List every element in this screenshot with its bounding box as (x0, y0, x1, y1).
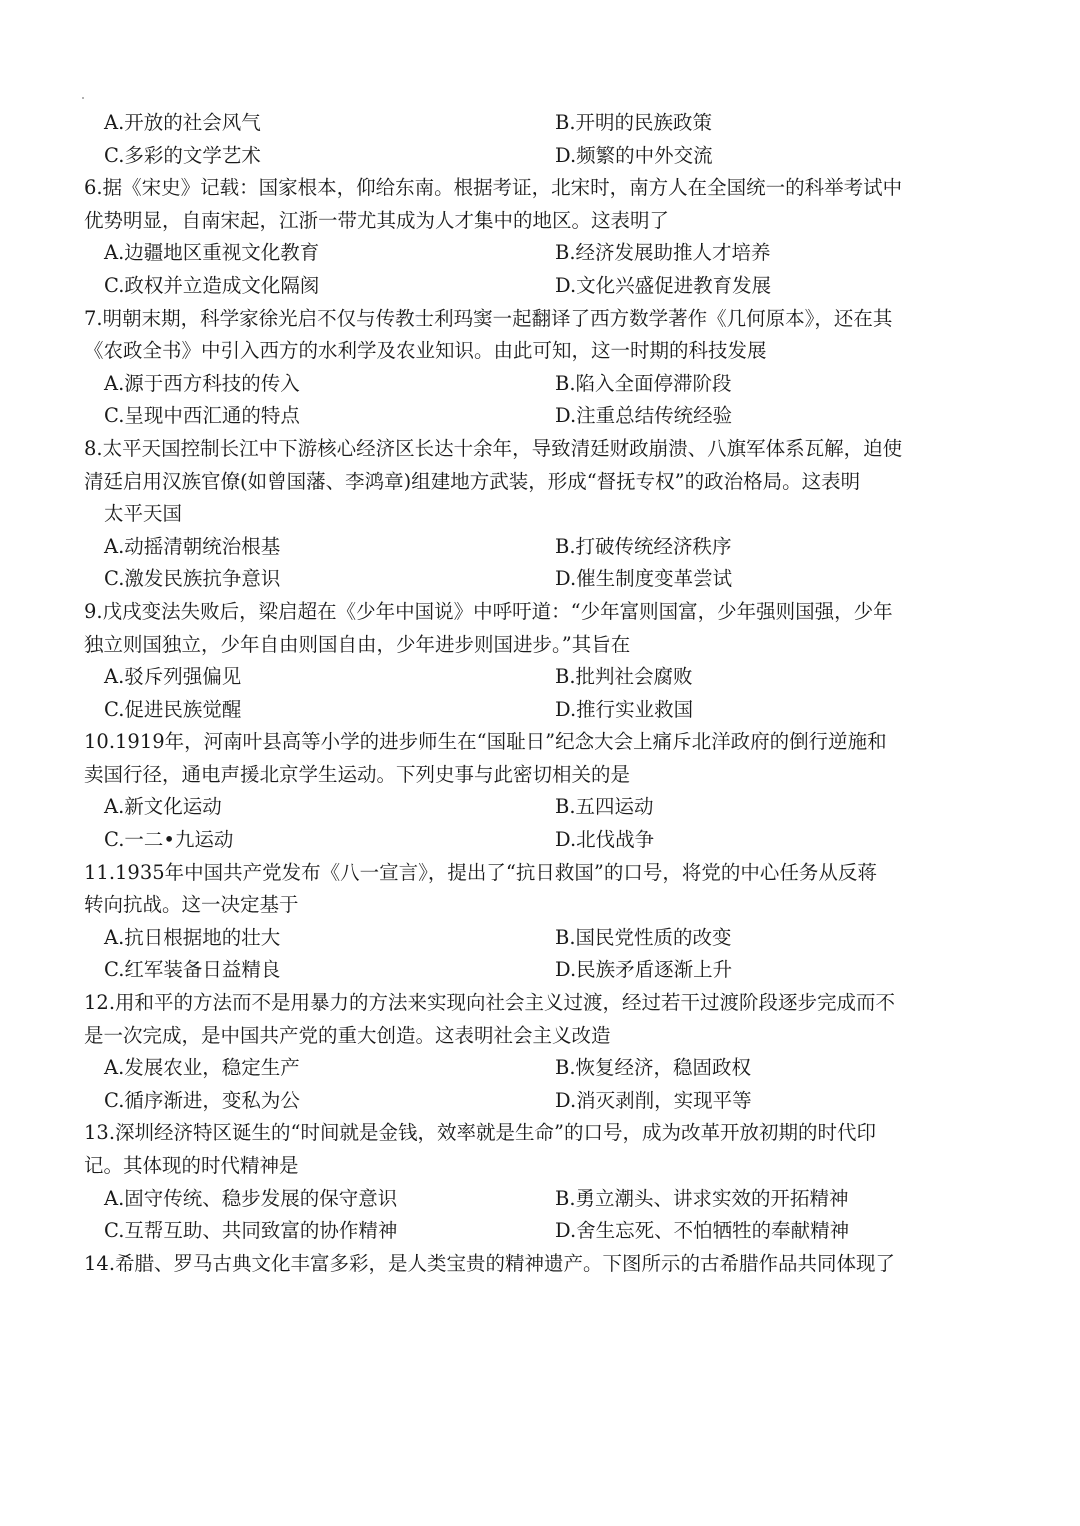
q6-option-a: A.边疆地区重视文化教育 (104, 241, 320, 265)
q8-option-a: A.动摇清朝统治根基 (104, 534, 281, 558)
q11-option-d: D.民族矛盾逐渐上升 (555, 958, 733, 982)
q9-option-c: C.促进民族觉醒 (104, 697, 242, 721)
q5-option-d: D.频繁的中外交流 (555, 143, 713, 167)
q14-stem-line-1: 14.希腊、罗马古典文化丰富多彩，是人类宝贵的精神遗产。下图所示的古希腊作品共同体现了 (84, 1251, 896, 1275)
q8-options-row-2 (84, 563, 1004, 596)
q10-option-d: D.北伐战争 (555, 828, 655, 852)
q5-option-a: A.开放的社会风气 (104, 111, 261, 134)
q11-stem-line-1: 11.1935年中国共产党发布《八一宣言》，提出了“抗日救国”的口号，将党的中心任务从反蒋 (84, 860, 877, 884)
q6-options-row-2 (84, 270, 1004, 303)
q7-stem-line-2: 《农政全书》中引入西方的水利学及农业知识。由此可知，这一时期的科技发展 (84, 339, 767, 363)
q8-stem-line-1: 8.太平天国控制长江中下游核心经济区长达十余年，导致清廷财政崩溃、八旗军体系瓦解，迫使 (84, 436, 903, 460)
question-list (84, 107, 1004, 1280)
q7-option-d: D.注重总结传统经验 (555, 404, 733, 428)
q10-options-row-1 (84, 791, 1004, 824)
q8-option-c: C.激发民族抗争意识 (104, 567, 281, 591)
q11-stem-line-2: 转向抗战。这一决定基于 (84, 893, 299, 917)
q6-option-c: C.政权并立造成文化隔阂 (104, 273, 320, 297)
q5-option-b: B.开明的民族政策 (555, 111, 713, 134)
q7-stem-line-1: 7.明朝末期，科学家徐光启不仅与传教士利玛窦一起翻译了西方数学著作《几何原本》，还在其 (84, 306, 893, 330)
q6-options-row-1 (84, 237, 1004, 270)
q7-options-row-2 (84, 400, 1004, 433)
q12-option-c: C.循序渐进，变私为公 (104, 1088, 300, 1112)
q13-option-d: D.舍生忘死、不怕牺牲的奉献精神 (555, 1219, 850, 1243)
q12-option-b: B.恢复经济，稳固政权 (555, 1056, 752, 1080)
q12-option-d: D.消灭剥削，实现平等 (555, 1088, 752, 1112)
q9-option-b: B.批判社会腐败 (555, 665, 693, 689)
q11-option-c: C.红军装备日益精良 (104, 958, 281, 982)
q13-option-a: A.固守传统、稳步发展的保守意识 (104, 1186, 398, 1210)
q8-option-b: B.打破传统经济秩序 (555, 534, 732, 558)
q13-options-row-1 (84, 1183, 1004, 1216)
q7-option-b: B.陷入全面停滞阶段 (555, 371, 732, 395)
q13-stem-line-2: 记。其体现的时代精神是 (84, 1154, 299, 1177)
q9-option-d: D.推行实业救国 (555, 697, 694, 721)
q9-options-row-2 (84, 694, 1004, 727)
q6-stem-line-1: 6.据《宋史》记载：国家根本，仰给东南。根据考证，北宋时，南方人在全国统一的科举考试中 (84, 176, 903, 200)
q8-stem-line-3: 太平天国 (104, 502, 183, 526)
q11-options-row-2 (84, 954, 1004, 987)
q10-stem-line-1: 10.1919年，河南叶县高等小学的进步师生在“国耻日”纪念大会上痛斥北洋政府的倒行逆施和 (84, 730, 887, 754)
q5-options-row-1 (84, 107, 1004, 140)
q5-options-row-2 (84, 140, 1004, 173)
q10-option-c: C.一二•九运动 (104, 828, 234, 852)
q13-option-b: B.勇立潮头、讲求实效的开拓精神 (555, 1186, 849, 1210)
q10-options-row-2 (84, 824, 1004, 857)
q13-option-c: C.互帮互助、共同致富的协作精神 (104, 1219, 398, 1243)
q9-stem-line-1: 9.戊戌变法失败后，梁启超在《少年中国说》中呼吁道：“少年富则国富，少年强则国强，少年 (84, 599, 893, 623)
q11-option-b: B.国民党性质的改变 (555, 925, 732, 949)
q12-stem-line-2: 是一次完成，是中国共产党的重大创造。这表明社会主义改造 (84, 1023, 611, 1047)
q6-option-d: D.文化兴盛促进教育发展 (555, 273, 772, 297)
q6-option-b: B.经济发展助推人才培养 (555, 241, 771, 265)
q12-options-row-2 (84, 1085, 1004, 1118)
q13-stem-line-1: 13.深圳经济特区诞生的“时间就是金钱，效率就是生命”的口号，成为改革开放初期的时代印 (84, 1121, 876, 1145)
q7-option-c: C.呈现中西汇通的特点 (104, 404, 300, 428)
q8-option-d: D.催生制度变革尝试 (555, 567, 733, 591)
q9-stem-line-2: 独立则国独立，少年自由则国自由，少年进步则国进步。”其旨在 (84, 632, 631, 656)
q9-options-row-1 (84, 661, 1004, 694)
q6-stem-line-2: 优势明显，自南宋起，江浙一带尤其成为人才集中的地区。这表明了 (84, 208, 670, 232)
q11-option-a: A.抗日根据地的壮大 (104, 925, 281, 949)
q13-options-row-2 (84, 1215, 1004, 1248)
q10-option-a: A.新文化运动 (104, 795, 222, 819)
q12-options-row-1 (84, 1052, 1004, 1085)
scan-dot (82, 97, 84, 99)
q11-options-row-1 (84, 922, 1004, 955)
q7-option-a: A.源于西方科技的传入 (104, 371, 300, 395)
q10-stem-line-2: 卖国行径，通电声援北京学生运动。下列史事与此密切相关的是 (84, 762, 631, 786)
q10-option-b: B.五四运动 (555, 795, 654, 819)
q12-stem-line-1: 12.用和平的方法而不是用暴力的方法来实现向社会主义过渡，经过若干过渡阶段逐步完成而不 (84, 991, 896, 1015)
q8-stem-line-2: 清廷启用汉族官僚(如曾国藩、李鸿章)组建地方武装，形成“督抚专权”的政治格局。这表明 (84, 469, 861, 493)
q7-options-row-1 (84, 368, 1004, 401)
q9-option-a: A.驳斥列强偏见 (104, 665, 242, 689)
q8-options-row-1 (84, 531, 1004, 564)
q12-option-a: A.发展农业，稳定生产 (104, 1056, 300, 1080)
q5-option-c: C.多彩的文学艺术 (104, 143, 261, 167)
